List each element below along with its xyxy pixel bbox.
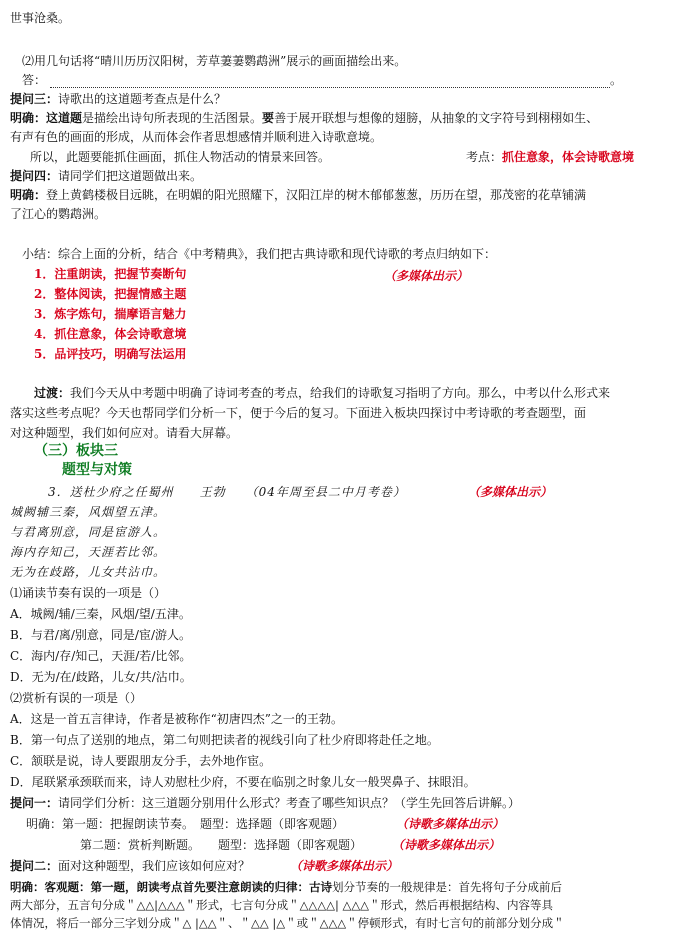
clarify-text-2: 善于展开联想与想像的翅膀，从抽象的文字符号到栩栩如生、: [274, 111, 599, 125]
option: D．无为/在/歧路，儿女/共/沾巾。: [10, 670, 192, 684]
so-line: 所以，此题要能抓住画面，抓住人物活动的情景来回答。: [30, 150, 331, 164]
question-2: ⑵用几句话将“晴川历历汉阳树，芳草萋萋鹦鹉洲”展示的画面描绘出来。: [22, 54, 407, 68]
option: B．第一句点了送别的地点，第二句则把读者的视线引向了杜少府即将赴任之地。: [10, 733, 439, 747]
kp-line: [466, 149, 634, 165]
poem-line: 城阙辅三秦，风烟望五津。: [10, 505, 167, 519]
answer-line: [22, 72, 622, 88]
clarify-q1: 明确：第一题：把握朗读节奏。 题型：选择题（即客观题）: [26, 817, 345, 831]
kp-label: 考点：: [466, 150, 503, 164]
text-line: 世事沧桑。: [10, 11, 71, 25]
option: B．与君/离/别意，同是/宦/游人。: [10, 628, 191, 642]
final-clarify: [10, 879, 562, 895]
final-clarify-cont-1: 两大部分，五言句分成＂△△|△△△＂形式，七言句分成＂△△△△| △△△＂形式，然后再根据结构、内容等具: [10, 898, 554, 912]
poem-title: 3．送杜少府之任蜀州 王勃 （04年周至县二中月考卷）: [48, 485, 406, 499]
ask-3: [10, 91, 226, 107]
media-note-4: （诗歌多媒体出示）: [392, 838, 501, 852]
media-note-2: （多媒体出示）: [468, 485, 553, 499]
media-note-3: （诗歌多媒体出示）: [396, 817, 505, 831]
option: D．尾联紧承颈联而来，诗人劝慰杜少府，不要在临别之时象儿女一般哭鼻子、抹眼泪。: [10, 775, 476, 789]
ask-1: [10, 795, 520, 811]
point-3: 3．炼字炼句，揣摩语言魅力: [34, 307, 187, 321]
transition-text: 我们今天从中考题中明确了诗词考查的考点，给我们的诗歌复习指明了方向。那么，中考以什么形式来: [70, 386, 611, 400]
transition: [34, 385, 610, 401]
question-2-analysis: ⑵赏析有误的一项是（）: [10, 691, 143, 705]
clarify-2-text: 登上黄鹤楼极目远眺，在明媚的阳光照耀下，汉阳江岸的树木郁郁葱葱，历历在望，那茂密的花草铺满: [46, 188, 587, 202]
ask-3-text: 诗歌出的这道题考查点是什么？: [58, 92, 227, 106]
clarify-text: 是描绘出诗句所表现的生活图景。: [82, 111, 263, 125]
answer-blank: [50, 77, 610, 88]
section-heading: （三）板块三: [34, 443, 118, 459]
clarify-label: 明确：: [10, 111, 47, 125]
point-2: 2．整体阅读，把握情感主题: [34, 287, 187, 301]
kp-value: 抓住意象，体会诗歌意境: [502, 150, 635, 164]
ask-4-label: 提问四：: [10, 169, 59, 183]
ask-2-label: 提问二：: [10, 859, 59, 873]
question-1: ⑴诵读节奏有误的一项是（）: [10, 586, 167, 600]
ask-1-text: 请同学们分析：这三道题分别用什么形式？考查了哪些知识点？（学生先回答后讲解。）: [58, 796, 521, 810]
ask-2: [10, 858, 250, 874]
option: C．海内/存/知己，天涯/若/比邻。: [10, 649, 192, 663]
clarify-1-cont: 有声有色的画面的形成，从而体会作者思想感情并顺利进入诗歌意境。: [10, 130, 383, 144]
clarify-q2: 第二题：赏析判断题。 题型：选择题（即客观题）: [80, 838, 363, 852]
clarify-emph-2: 要: [262, 111, 275, 125]
answer-end: 。: [610, 73, 623, 87]
clarify-2-cont: 了江心的鹦鹉洲。: [10, 207, 107, 221]
clarify-2-label: 明确：: [10, 188, 47, 202]
option: A．城阙/辅/三秦，风烟/望/五津。: [10, 607, 191, 621]
clarify-2: [10, 187, 586, 203]
poem-line: 海内存知己，天涯若比邻。: [10, 545, 167, 559]
ask-4: [10, 168, 202, 184]
section-subheading: 题型与对策: [62, 462, 132, 478]
point-4: 4．抓住意象，体会诗歌意境: [34, 327, 187, 341]
clarify-emph: 这道题: [46, 111, 83, 125]
ask-3-label: 提问三：: [10, 92, 59, 106]
ask-2-text: 面对这种题型，我们应该如何应对？: [58, 859, 251, 873]
point-5: 5．品评技巧，明确写法运用: [34, 347, 187, 361]
final-clarify-cont-2: 体情况，将后一部分三字划分成＂△ |△△＂、＂△△ |△＂或＂△△△＂停顿形式，有时七言句的前部分划分成＂: [10, 916, 565, 930]
final-clarify-text: 划分节奏的一般规律是：首先将句子分成前后: [332, 880, 562, 894]
point-1: 1．注重朗读，把握节奏断句: [34, 267, 187, 281]
clarify-1: [10, 110, 598, 126]
media-note-5: （诗歌多媒体出示）: [290, 859, 399, 873]
answer-label: 答：: [22, 73, 47, 87]
transition-label: 过渡：: [34, 386, 71, 400]
transition-cont-2: 对这种题型，我们如何应对。请看大屏幕。: [10, 426, 239, 440]
ask-1-label: 提问一：: [10, 796, 59, 810]
summary: 小结：综合上面的分析，结合《中考精典》，我们把古典诗歌和现代诗歌的考点归纳如下：: [22, 247, 497, 261]
transition-cont-1: 落实这些考点呢？今天也帮同学们分析一下，便于今后的复习。下面进入板块四探讨中考诗歌的考查题型，面: [10, 406, 587, 420]
ask-4-text: 请同学们把这道题做出来。: [58, 169, 203, 183]
final-clarify-label: 明确：客观题：第一题，朗读考点首先要注意朗读的归律：古诗: [10, 880, 332, 894]
poem-line: 与君离别意，同是宦游人。: [10, 525, 167, 539]
poem-line: 无为在歧路，儿女共沾巾。: [10, 565, 167, 579]
option: A．这是一首五言律诗，作者是被称作“初唐四杰”之一的王勃。: [10, 712, 343, 726]
media-note-1: （多媒体出示）: [384, 269, 469, 283]
option: C．颔联是说，诗人要跟朋友分手，去外地作宦。: [10, 754, 272, 768]
